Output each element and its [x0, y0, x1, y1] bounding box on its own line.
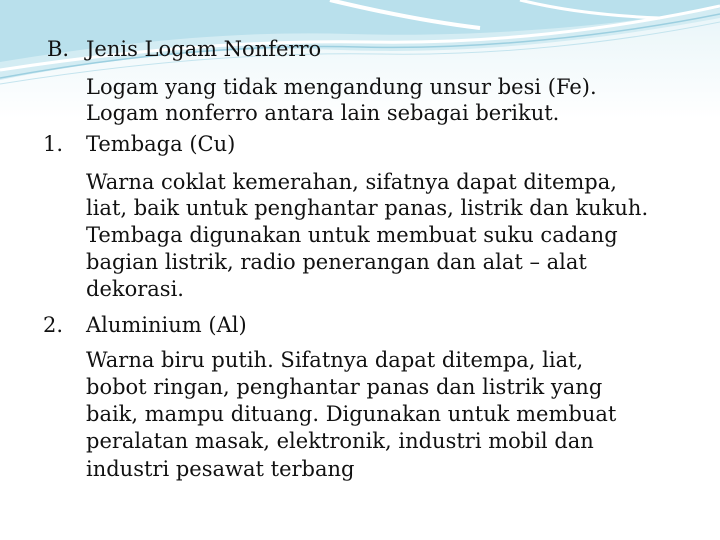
- item-text-line: baik, mampu dituang. Digunakan untuk membuat: [86, 402, 617, 426]
- item-text-line: Tembaga digunakan untuk membuat suku cadang: [86, 223, 618, 247]
- item-text-line: liat, baik untuk penghantar panas, listrik dan kukuh.: [86, 196, 649, 220]
- item-text-line: industri pesawat terbang: [86, 457, 355, 481]
- item-title: Aluminium (Al): [86, 313, 247, 337]
- item-title: Tembaga (Cu): [86, 132, 236, 156]
- item-text-line: Warna coklat kemerahan, sifatnya dapat ditempa,: [86, 170, 617, 194]
- item-text-line: peralatan masak, elektronik, industri mobil dan: [86, 429, 594, 453]
- item-number: 2.: [43, 313, 64, 337]
- item-number: 1.: [43, 132, 64, 156]
- item-text-line: Warna biru putih. Sifatnya dapat ditempa, liat,: [86, 348, 584, 372]
- section-text-line: Logam nonferro antara lain sebagai berikut.: [86, 101, 560, 125]
- item-text-line: bobot ringan, penghantar panas dan listrik yang: [86, 375, 603, 399]
- section-title: Jenis Logam Nonferro: [86, 37, 322, 61]
- item-text-line: dekorasi.: [86, 277, 184, 301]
- item-text-line: bagian listrik, radio penerangan dan alat – alat: [86, 250, 587, 274]
- section-text-line: Logam yang tidak mengandung unsur besi (Fe).: [86, 75, 597, 99]
- section-marker: B.: [47, 37, 70, 61]
